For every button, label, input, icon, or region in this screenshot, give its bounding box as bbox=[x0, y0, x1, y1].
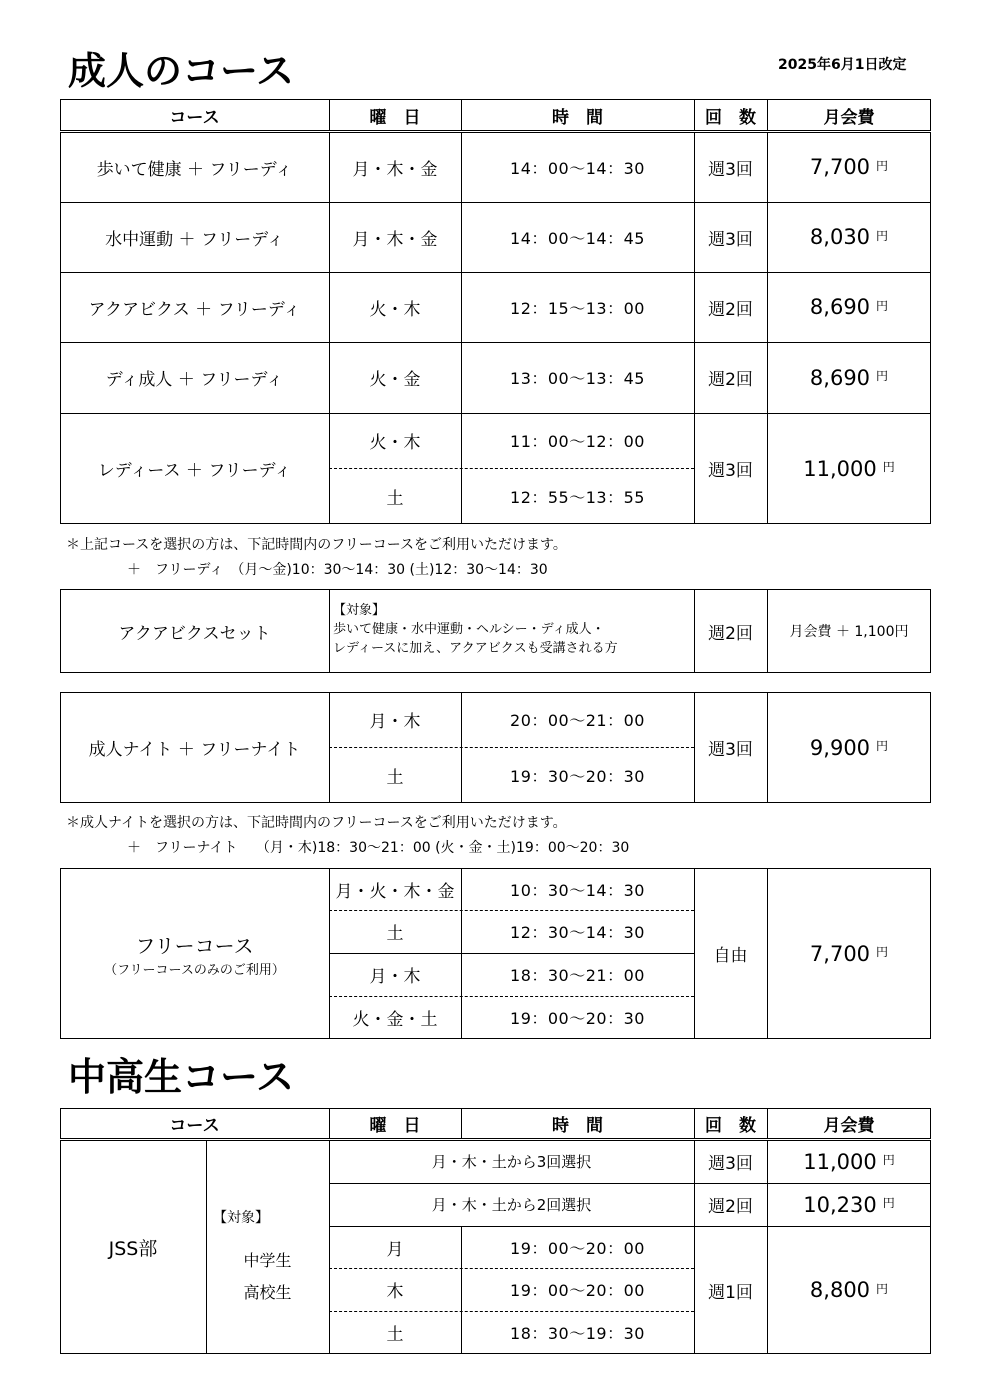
course-time: 14：00～14：45 bbox=[510, 228, 645, 248]
course-count: 週3回 bbox=[708, 229, 753, 250]
course-day: 火・金 bbox=[369, 370, 421, 390]
aqua-set-name: アクアビクスセット bbox=[118, 623, 271, 644]
free-fee: 7,700 円 bbox=[809, 941, 889, 966]
free-time: 12：30～14：30 bbox=[510, 923, 645, 942]
target-label: 【対象】 bbox=[333, 603, 386, 618]
aqua-set-target bbox=[333, 601, 618, 658]
jss-time: 18：30～19：30 bbox=[510, 1324, 645, 1343]
free-course-name: フリーコース bbox=[135, 934, 254, 958]
course-time: 12：55～13：55 bbox=[510, 487, 645, 507]
header-day: 曜 日 bbox=[369, 1116, 421, 1136]
header-time: 時 間 bbox=[552, 107, 603, 128]
aqua-set-fee: 月会費 ＋ 1,100円 bbox=[789, 624, 909, 640]
header-fee: 月会費 bbox=[823, 1116, 875, 1136]
free-day: 土 bbox=[386, 924, 404, 944]
free-course-label bbox=[60, 930, 329, 978]
header-fee: 月会費 bbox=[823, 107, 875, 128]
jss-option-count: 週3回 bbox=[708, 1154, 753, 1174]
free-time: 19：00～20：30 bbox=[510, 1009, 645, 1028]
course-day: 火・木 bbox=[369, 433, 421, 453]
header-time: 時 間 bbox=[552, 1116, 603, 1136]
revision-date: 2025年6月1日改定 bbox=[778, 57, 907, 73]
course-day: 月・木・金 bbox=[352, 229, 438, 250]
jss-day: 木 bbox=[386, 1282, 404, 1302]
target-line1: 歩いて健康・水中運動・ヘルシー・ディ成人・ bbox=[333, 622, 605, 637]
course-fee: 8,690 円 bbox=[809, 365, 889, 390]
header-count: 回 数 bbox=[705, 1116, 756, 1136]
course-name: 水中運動 ＋ フリーディ bbox=[105, 229, 284, 250]
jss-count: 週1回 bbox=[708, 1282, 753, 1303]
junior-title: 中高生コース bbox=[68, 1055, 295, 1099]
course-fee: 8,690 円 bbox=[809, 295, 889, 319]
course-day: 月・木・金 bbox=[352, 159, 438, 180]
course-time: 11：00～12：00 bbox=[510, 432, 645, 451]
jss-target-label: 【対象】 bbox=[213, 1210, 269, 1226]
night-fee: 9,900 円 bbox=[809, 735, 889, 760]
course-name: アクアビクス ＋ フリーディ bbox=[88, 299, 301, 320]
free-time: 10：30～14：30 bbox=[510, 880, 645, 900]
header-course: コース bbox=[169, 107, 220, 128]
note-freeday: ＊上記コースを選択の方は、下記時間内のフリーコースをご利用いただけます。 bbox=[66, 537, 567, 553]
jss-option-count: 週2回 bbox=[708, 1197, 753, 1217]
note-freenight: ＊成人ナイトを選択の方は、下記時間内のフリーコースをご利用いただけます。 bbox=[66, 815, 567, 831]
course-count: 週2回 bbox=[708, 299, 753, 320]
course-day: 土 bbox=[386, 488, 404, 509]
free-day: 月・火・木・金 bbox=[335, 881, 455, 902]
jss-course-name: JSS部 bbox=[108, 1237, 158, 1260]
night-day: 土 bbox=[386, 767, 404, 788]
jss-option: 月・木・土から3回選択 bbox=[431, 1153, 592, 1171]
course-name: レディース ＋ フリーディ bbox=[97, 461, 292, 481]
course-name: ディ成人 ＋ フリーディ bbox=[105, 370, 284, 390]
adult-title: 成人のコース bbox=[68, 49, 295, 93]
jss-day: 土 bbox=[386, 1325, 404, 1345]
header-day: 曜 日 bbox=[369, 107, 421, 128]
course-fee: 11,000 円 bbox=[803, 456, 895, 481]
jss-time: 19：00～20：00 bbox=[510, 1281, 645, 1300]
course-fee: 8,030 円 bbox=[809, 225, 889, 249]
note-freenight-hours: ＋ フリーナイト （月・木)18：30～21：00 (火・金・土)19：00～20：30 bbox=[127, 840, 630, 856]
night-day: 月・木 bbox=[369, 712, 421, 732]
night-time: 19：30～20：30 bbox=[510, 766, 645, 786]
jss-target-2: 高校生 bbox=[243, 1283, 292, 1302]
jss-option: 月・木・土から2回選択 bbox=[431, 1196, 592, 1214]
course-time: 12：15～13：00 bbox=[510, 298, 645, 318]
course-time: 14：00～14：30 bbox=[510, 158, 645, 178]
jss-option-fee: 10,230 円 bbox=[803, 1192, 895, 1217]
header-course: コース bbox=[169, 1116, 220, 1136]
free-course-sub: （フリーコースのみのご利用） bbox=[104, 963, 285, 978]
course-name: 歩いて健康 ＋ フリーディ bbox=[96, 159, 293, 180]
jss-day: 月 bbox=[386, 1239, 404, 1260]
jss-time: 19：00～20：00 bbox=[510, 1238, 645, 1258]
header-count: 回 数 bbox=[705, 107, 756, 128]
night-course-name: 成人ナイト ＋ フリーナイト bbox=[88, 740, 301, 760]
course-time: 13：00～13：45 bbox=[510, 369, 645, 388]
course-count: 週3回 bbox=[708, 159, 753, 180]
aqua-set-count: 週2回 bbox=[708, 623, 753, 644]
free-time: 18：30～21：00 bbox=[510, 966, 645, 985]
jss-fee: 8,800 円 bbox=[809, 1278, 889, 1302]
jss-option-fee: 11,000 円 bbox=[803, 1149, 895, 1174]
free-day: 月・木 bbox=[369, 967, 421, 987]
course-day: 火・木 bbox=[369, 299, 421, 320]
jss-target-1: 中学生 bbox=[243, 1251, 292, 1270]
night-count: 週3回 bbox=[708, 740, 753, 760]
course-fee: 7,700 円 bbox=[809, 155, 889, 179]
note-freeday-hours: ＋ フリーディ （月～金)10：30～14：30 (土)12：30～14：30 bbox=[127, 562, 548, 578]
free-day: 火・金・土 bbox=[352, 1010, 438, 1030]
target-line2: レディースに加え、アクアビクスも受講される方 bbox=[333, 641, 618, 656]
course-count: 週3回 bbox=[708, 461, 753, 481]
free-count: 自由 bbox=[713, 946, 748, 966]
night-time: 20：00～21：00 bbox=[510, 711, 645, 730]
course-count: 週2回 bbox=[708, 370, 753, 390]
